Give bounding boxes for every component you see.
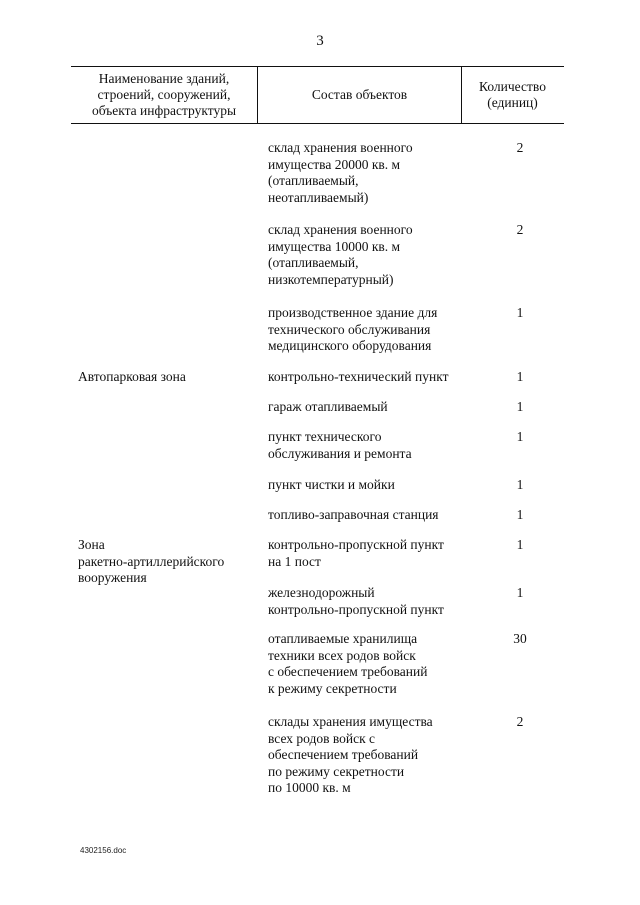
quantity-value: 2 (516, 714, 524, 729)
header-text-line: Количество (479, 79, 546, 94)
object-composition-line: низкотемпературный) (268, 271, 394, 287)
object-composition-line: по 10000 кв. м (268, 780, 351, 795)
object-composition-line: контрольно-пропускной пункт (268, 537, 444, 552)
object-composition-line: контрольно-пропускной пункт (268, 601, 444, 617)
object-composition-line: по режиму секретности (268, 763, 405, 779)
object-composition (268, 305, 478, 355)
object-composition-line: всех родов войск с (268, 730, 376, 746)
zone-name-line: Автопарковая зона (78, 369, 186, 384)
quantity-value: 1 (516, 585, 524, 600)
object-composition (268, 369, 478, 386)
object-composition (268, 399, 478, 416)
header-text-line: строений, сооружений, (97, 87, 231, 102)
object-composition (268, 714, 478, 797)
object-composition (268, 631, 478, 697)
object-composition-line: на 1 пост (268, 553, 321, 569)
header-text-line: Наименование зданий, (98, 71, 230, 86)
quantity-value: 1 (516, 537, 524, 552)
zone-name (78, 369, 258, 386)
object-composition-line: склады хранения имущества (268, 714, 433, 729)
object-composition-line: железнодорожный (268, 585, 375, 600)
object-composition (268, 537, 478, 570)
header-text-line: объекта инфраструктуры (91, 103, 237, 118)
quantity-value: 2 (516, 222, 524, 237)
quantity-value: 2 (516, 140, 524, 155)
quantity-value: 1 (516, 399, 524, 414)
object-composition-line: обслуживания и ремонта (268, 445, 412, 461)
quantity-value: 1 (516, 507, 524, 522)
object-composition-line: (отапливаемый, (268, 173, 359, 188)
object-composition-line: пункт технического (268, 429, 382, 444)
object-composition-line: склад хранения военного (268, 140, 413, 155)
object-composition-line: отапливаемые хранилища (268, 631, 418, 646)
quantity-value: 1 (516, 477, 524, 492)
footer-filename: 4302156.doc (80, 846, 127, 855)
zone-name-line: ракетно-артиллерийского (78, 553, 225, 569)
object-composition-line: к режиму секретности (268, 680, 397, 696)
quantity-value: 30 (513, 631, 527, 646)
zone-name-line: вооружения (78, 570, 147, 585)
object-composition (268, 222, 478, 288)
zone-name-line: Зона (78, 537, 105, 552)
object-composition (268, 585, 478, 618)
object-composition (268, 507, 478, 524)
quantity-value: 1 (516, 429, 524, 444)
object-composition (268, 140, 478, 206)
quantity-value: 1 (516, 305, 524, 320)
object-composition-line: с обеспечением требований (268, 664, 428, 679)
quantity-value: 1 (516, 369, 524, 384)
object-composition-line: контрольно-технический пункт (268, 369, 449, 384)
object-composition-line: обеспечением требований (268, 747, 419, 762)
object-composition-line: топливо-заправочная станция (268, 507, 439, 522)
object-composition-line: склад хранения военного (268, 222, 413, 237)
object-composition-line: производственное здание для (268, 305, 438, 320)
page-number: 3 (316, 33, 324, 49)
header-text-line: (единиц) (487, 95, 538, 110)
header-text-line: Состав объектов (311, 87, 408, 102)
object-composition-line: неотапливаемый) (268, 189, 369, 205)
object-composition-line: гараж отапливаемый (268, 399, 388, 414)
object-composition (268, 429, 478, 462)
object-composition-line: медицинского оборудования (268, 338, 432, 353)
zone-name (78, 537, 258, 587)
object-composition-line: технического обслуживания (268, 321, 431, 337)
object-composition-line: имущества 20000 кв. м (268, 156, 401, 172)
object-composition-line: техники всех родов войск (268, 647, 416, 663)
object-composition-line: имущества 10000 кв. м (268, 238, 401, 254)
object-composition-line: пункт чистки и мойки (268, 477, 395, 492)
object-composition (268, 477, 478, 494)
object-composition-line: (отапливаемый, (268, 255, 359, 270)
